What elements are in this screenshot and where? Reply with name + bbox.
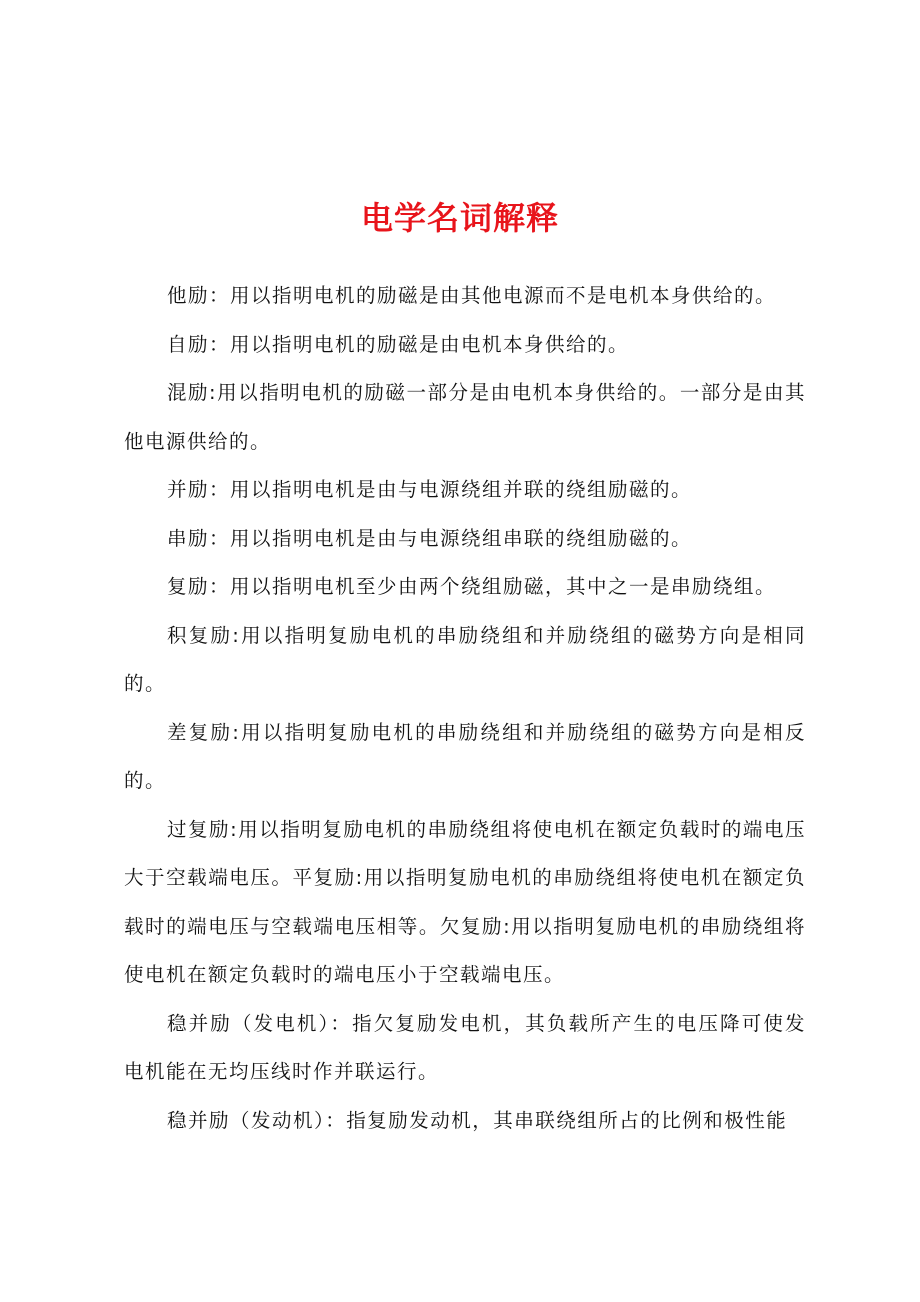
paragraph-jifuli: 积复励:用以指明复励电机的串励绕组和并励绕组的磁势方向是相同的。 — [124, 623, 806, 695]
paragraph-chuanli: 串励：用以指明电机是由与电源绕组串联的绕组励磁的。 — [167, 526, 693, 550]
paragraph-taili: 他励：用以指明电机的励磁是由其他电源而不是电机本身供给的。 — [167, 284, 777, 307]
document-body — [124, 272, 806, 1145]
paragraph-wenbingli-motor: 稳并励（发动机）：指复励发动机，其串联绕组所占的比例和极性能 — [167, 1108, 788, 1132]
paragraph-chafuli: 差复励:用以指明复励电机的串励绕组和并励绕组的磁势方向是相反的。 — [124, 720, 806, 792]
paragraph-zili: 自励：用以指明电机的励磁是由电机本身供给的。 — [167, 332, 630, 356]
paragraph-fuli: 复励：用以指明电机至少由两个绕组励磁，其中之一是串励绕组。 — [167, 575, 777, 598]
paragraph-guofuli: 过复励:用以指明复励电机的串励绕组将使电机在额定负载时的端电压大于空载端电压。平复励:用以指明复励电机的串励绕组将使电机在额定负载时的端电压与空载端电压相等。欠复励:用以指明复励电机的串励绕组将使电机在额定负载时的端电压小于空载端电压。 — [124, 817, 806, 986]
paragraph-wenbingli-generator: 稳并励（发电机）：指欠复励发电机，其负载所产生的电压降可使发电机能在无均压线时作并联运行。 — [124, 1011, 806, 1083]
paragraph-hunli: 混励:用以指明电机的励磁一部分是由电机本身供给的。一部分是由其他电源供给的。 — [124, 381, 806, 453]
page-title: 电学名词解释 — [360, 199, 559, 237]
paragraph-bingli: 并励：用以指明电机是由与电源绕组并联的绕组励磁的。 — [167, 478, 693, 501]
